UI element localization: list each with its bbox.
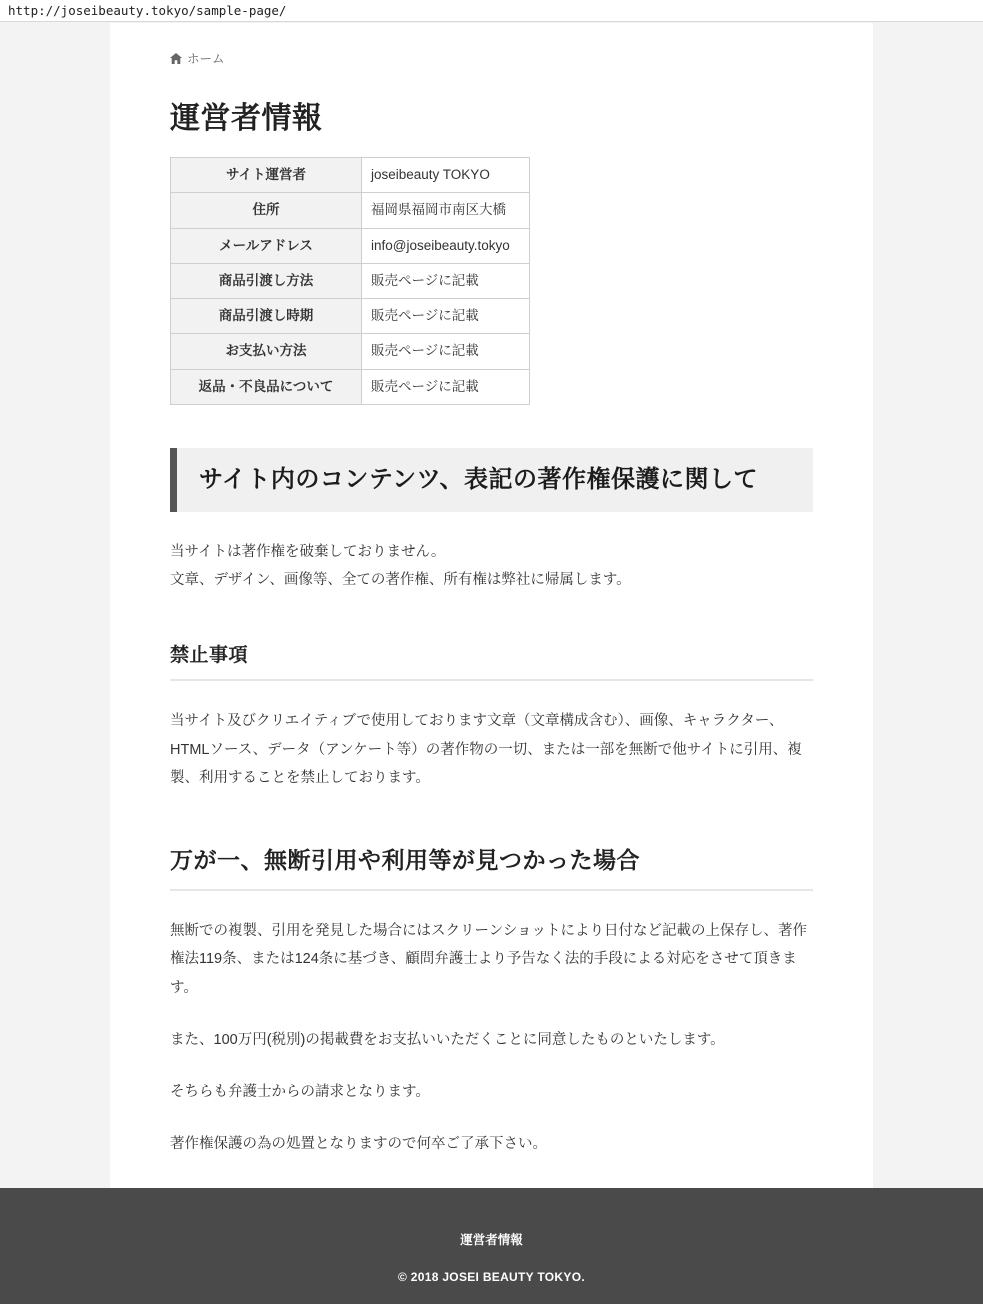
table-cell-value: 販売ページに記載: [362, 299, 530, 334]
home-icon: [170, 53, 182, 64]
table-row: [171, 228, 530, 263]
prohibited-heading: 禁止事項: [170, 640, 813, 681]
prohibited-body: 当サイト及びクリエイティブで使用しております文章（文章構成含む）、画像、キャラクター、HTMLソース、データ（アンケート等）の著作物の一切、または一部を無断で他サイトに引用、複製、利用することを禁止しております。: [170, 713, 802, 786]
table-cell-key: 商品引渡し時期: [171, 299, 362, 334]
table-cell-key: 商品引渡し方法: [171, 263, 362, 298]
violation-paragraph-3: そちらも弁護士からの請求となります。: [170, 1084, 430, 1101]
table-cell-value: 販売ページに記載: [362, 334, 530, 369]
violation-paragraph-4: 著作権保護の為の処置となりますので何卒ご了承下さい。: [170, 1136, 547, 1153]
table-cell-key: お支払い方法: [171, 334, 362, 369]
table-row: [171, 334, 530, 369]
page-title: 運営者情報: [170, 102, 323, 135]
content-inner: [110, 93, 873, 1159]
table-cell-key: 住所: [171, 193, 362, 228]
breadcrumb[interactable]: [110, 23, 873, 67]
table-row: [171, 158, 530, 193]
footer-copyright: © 2018 JOSEI BEAUTY TOKYO.: [398, 1270, 585, 1284]
content-sheet: [110, 23, 873, 1199]
table-row: [171, 263, 530, 298]
copyright-paragraph: [170, 538, 813, 595]
footer-link-operator-info[interactable]: 運営者情報: [460, 1233, 523, 1247]
table-cell-value: joseibeauty TOKYO: [362, 158, 530, 193]
browser-url-bar[interactable]: [0, 0, 983, 22]
copyright-section-heading: サイト内のコンテンツ、表記の著作権保護に関して: [170, 448, 813, 512]
url-text: http://joseibeauty.tokyo/sample-page/: [8, 3, 287, 18]
site-footer: [0, 1188, 983, 1304]
table-cell-key: サイト運営者: [171, 158, 362, 193]
copyright-line-2: 文章、デザイン、画像等、全ての著作権、所有権は弊社に帰属します。: [170, 572, 631, 589]
table-cell-key: メールアドレス: [171, 228, 362, 263]
table-row: [171, 369, 530, 404]
violation-paragraph-1: 無断での複製、引用を発見した場合にはスクリーンショットにより日付など記載の上保存し、著作権法119条、または124条に基づき、顧問弁護士より予告なく法的手段による対応をさせて頂きます。: [170, 923, 808, 996]
table-cell-value: info@joseibeauty.tokyo: [362, 228, 530, 263]
violation-heading: 万が一、無断引用や利用等が見つかった場合: [170, 842, 813, 891]
table-row: [171, 299, 530, 334]
copyright-line-1: 当サイトは著作権を破棄しておりません。: [170, 543, 446, 560]
table-cell-value: 販売ページに記載: [362, 263, 530, 298]
table-cell-value: 販売ページに記載: [362, 369, 530, 404]
table-cell-key: 返品・不良品について: [171, 369, 362, 404]
violation-paragraph-2: また、100万円(税別)の掲載費をお支払いいただくことに同意したものといたします。: [170, 1031, 725, 1048]
table-row: [171, 193, 530, 228]
operator-info-table: [170, 157, 530, 405]
table-cell-value: 福岡県福岡市南区大橋: [362, 193, 530, 228]
breadcrumb-home-label[interactable]: ホーム: [187, 52, 225, 66]
